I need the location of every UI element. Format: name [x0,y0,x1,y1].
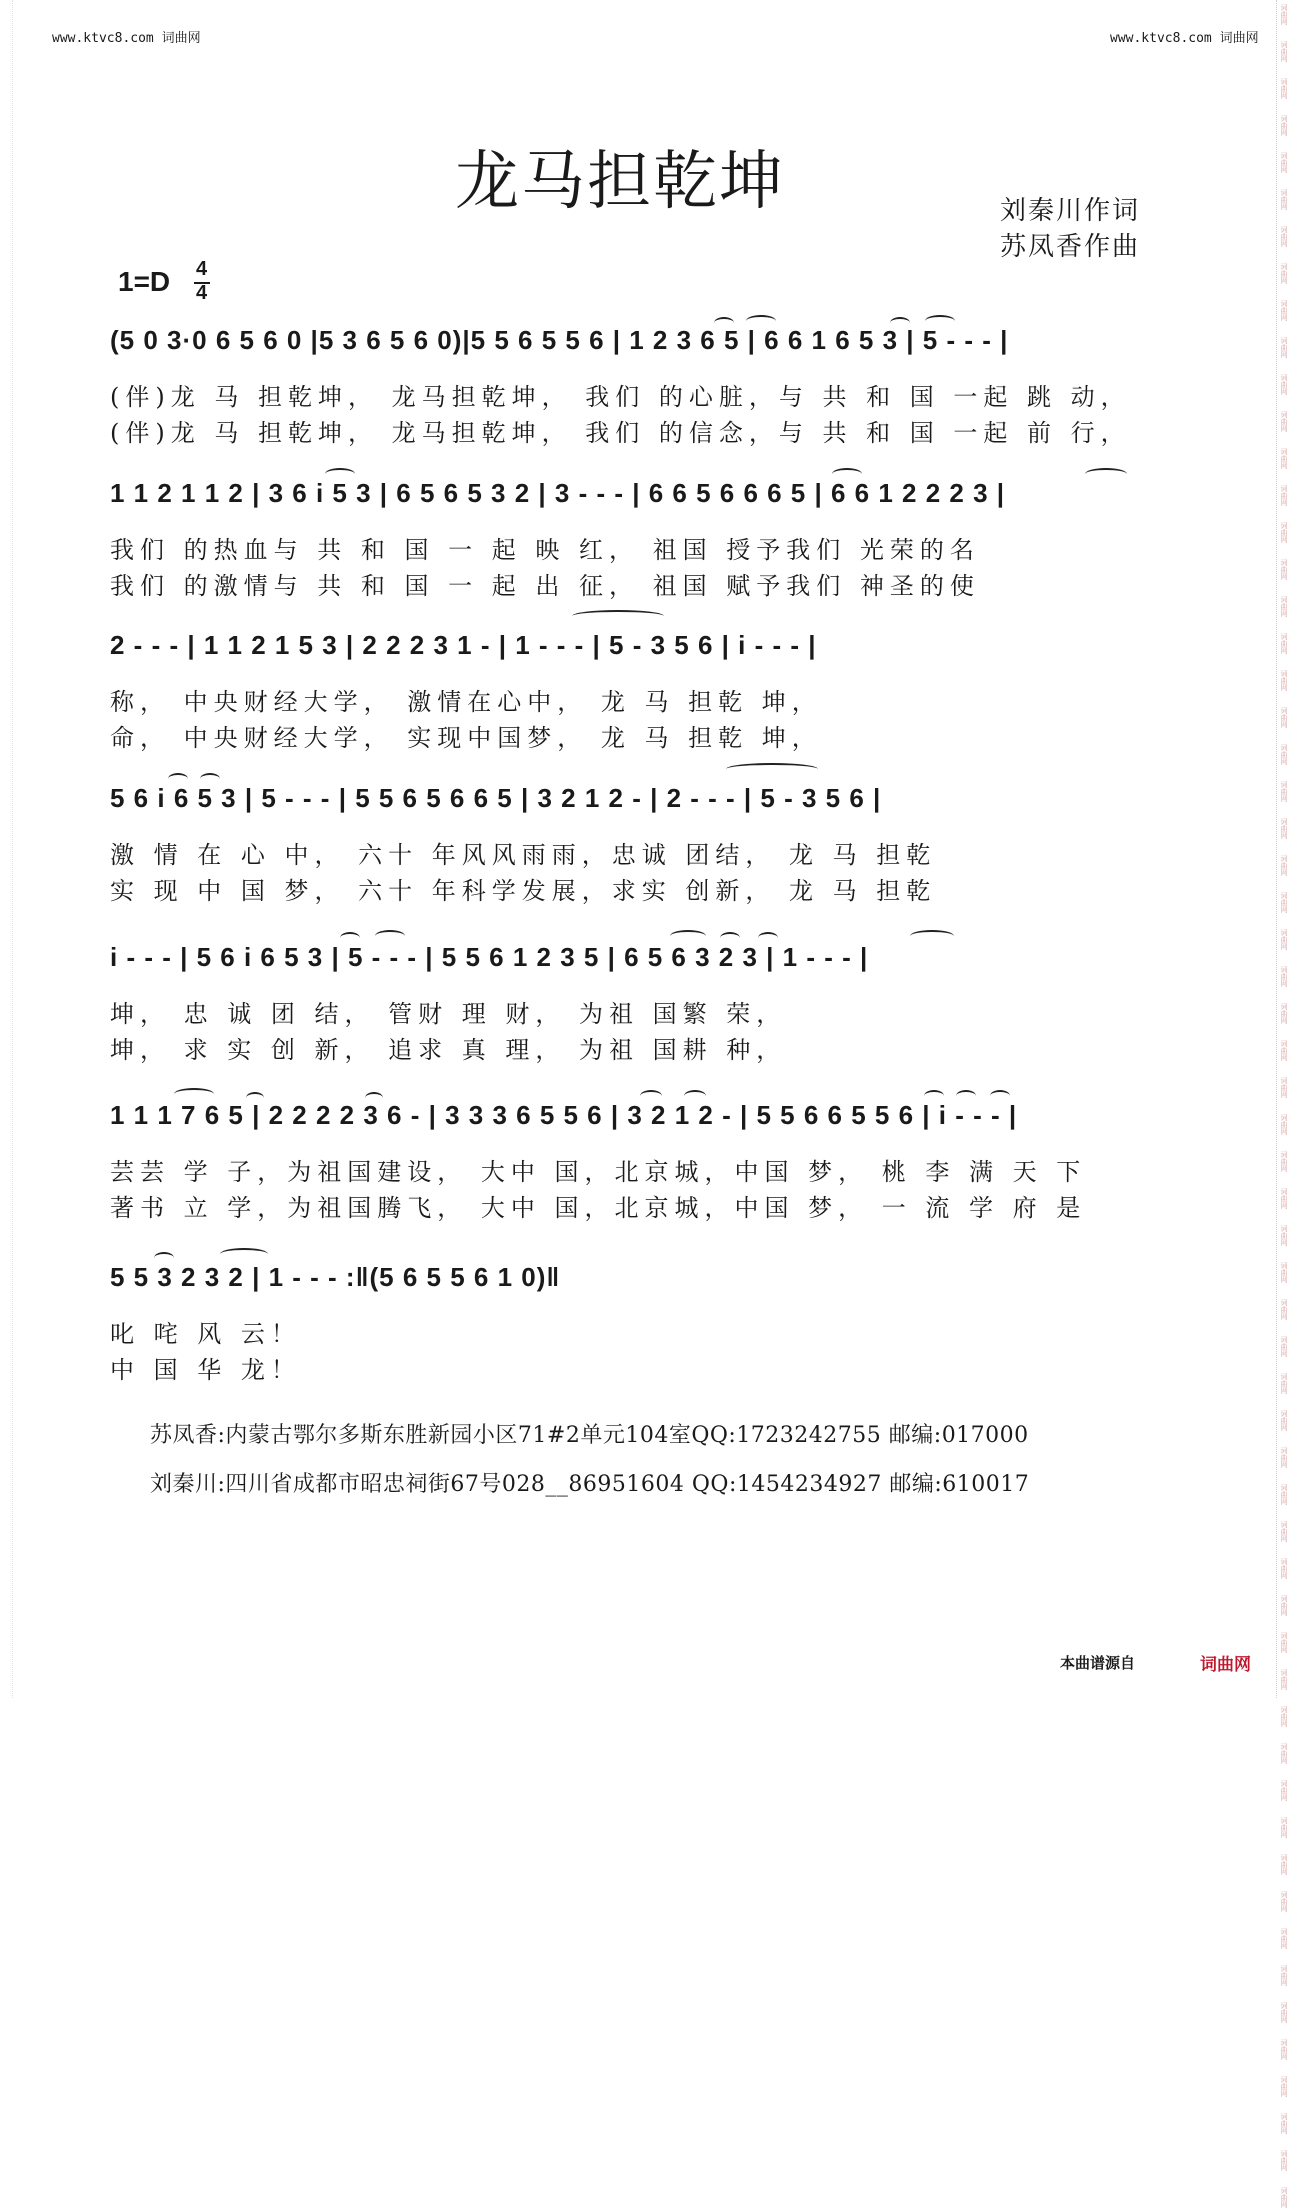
time-signature-bottom: 4 [196,282,208,304]
lyricist-credit: 刘秦川作词 [1000,196,1141,226]
slur-mark [925,315,955,327]
watermark-glyph: 词曲网 [1280,1928,1288,1949]
left-margin-rule [0,0,13,1698]
lyric-verse-2: 著书 立 学，为祖国腾飞， 大中 国，北京城，中国 梦， 一 流 学 府 是 [110,1194,1087,1222]
watermark-glyph: 词曲网 [1280,1854,1288,1875]
watermark-glyph: 词曲网 [1280,1114,1288,1135]
slur-mark [956,1090,976,1102]
watermark-glyph: 词曲网 [1280,189,1288,210]
slur-mark [910,930,954,942]
slur-mark [572,610,664,622]
watermark-glyph: 词曲网 [1280,1447,1288,1468]
watermark-glyph: 词曲网 [1280,818,1288,839]
notation-line: 5 6 i 6 5 3 | 5 - - - | 5 5 6 5 6 6 5 | 3 2 1 2 - | 2 - - - | 5 - 3 5 6 | [110,783,882,813]
watermark-glyph: 词曲网 [1280,1262,1288,1283]
watermark-glyph: 词曲网 [1280,1336,1288,1357]
watermark-glyph: 词曲网 [1280,2187,1288,2208]
watermark-glyph: 词曲网 [1280,670,1288,691]
watermark-glyph: 词曲网 [1280,152,1288,173]
watermark-glyph: 词曲网 [1280,263,1288,284]
watermark-glyph: 词曲网 [1280,2076,1288,2097]
watermark-glyph: 词曲网 [1280,2150,1288,2171]
right-margin-rule [1276,0,1278,1698]
notation-line: 1 1 2 1 1 2 | 3 6 i 5 3 | 6 5 6 5 3 2 | 3 - - - | 6 6 5 6 6 6 5 | 6 6 1 2 2 2 3 | [110,478,1006,508]
notation-line: 1 1 1 7 6 5 | 2 2 2 2 3 6 - | 3 3 3 6 5 5 6 | 3 2 1 2 - | 5 5 6 6 5 5 6 | i - - - | [110,1100,1018,1130]
side-watermark [1280,0,1294,2208]
slur-mark [375,930,405,942]
lyric-verse-2: 中 国 华 龙！ [110,1356,301,1384]
slur-mark [168,773,188,785]
watermark-glyph: 词曲网 [1280,1040,1288,1061]
song-title: 龙马担乾坤 [455,145,785,219]
watermark-glyph: 词曲网 [1280,2113,1288,2134]
header-site-right[interactable]: www.ktvc8.com 词曲网 [1110,31,1259,46]
watermark-glyph: 词曲网 [1280,115,1288,136]
slur-mark [640,1090,662,1102]
lyric-verse-2: 坤， 求 实 创 新， 追求 真 理， 为祖 国耕 种， [110,1036,787,1064]
notation-line: 2 - - - | 1 1 2 1 5 3 | 2 2 2 3 1 - | 1 - - - | 5 - 3 5 6 | i - - - | [110,630,817,660]
watermark-glyph: 词曲网 [1280,1225,1288,1246]
watermark-glyph: 词曲网 [1280,337,1288,358]
lyric-verse-1: 叱 咤 风 云！ [110,1320,301,1348]
watermark-glyph: 词曲网 [1280,1558,1288,1579]
watermark-glyph: 词曲网 [1280,1891,1288,1912]
watermark-glyph: 词曲网 [1280,1151,1288,1172]
watermark-glyph: 词曲网 [1280,226,1288,247]
watermark-glyph: 词曲网 [1280,1077,1288,1098]
lyric-verse-1: 芸芸 学 子，为祖国建设， 大中 国，北京城，中国 梦， 桃 李 满 天 下 [110,1158,1087,1186]
slur-mark [365,1092,383,1104]
slur-mark [246,1092,264,1104]
lyric-verse-2: 实 现 中 国 梦， 六十 年科学发展，求实 创新， 龙 马 担乾 [110,877,937,905]
watermark-glyph: 词曲网 [1280,374,1288,395]
notation-line: 5 5 3 2 3 2 | 1 - - - :‖(5 6 5 5 6 1 0)‖ [110,1262,561,1292]
watermark-glyph: 词曲网 [1280,707,1288,728]
slur-mark [174,1088,214,1100]
watermark-glyph: 词曲网 [1280,1299,1288,1320]
watermark-glyph: 词曲网 [1280,1706,1288,1727]
slur-mark [714,317,734,329]
key-signature: 1=D [118,266,171,297]
watermark-glyph: 词曲网 [1280,1817,1288,1838]
lyric-verse-2: (伴)龙 马 担乾坤， 龙马担乾坤， 我们 的信念，与 共 和 国 一起 前 行， [110,419,1131,447]
slur-mark [1085,468,1127,480]
watermark-glyph: 词曲网 [1280,855,1288,876]
lyric-verse-1: 我们 的热血与 共 和 国 一 起 映 红， 祖国 授予我们 光荣的名 [110,536,980,564]
notation-line: i - - - | 5 6 i 6 5 3 | 5 - - - | 5 5 6 1 2 3 5 | 6 5 6 3 2 3 | 1 - - - | [110,942,869,972]
watermark-glyph: 词曲网 [1280,929,1288,950]
watermark-glyph: 词曲网 [1280,781,1288,802]
lyric-verse-1: 坤， 忠 诚 团 结， 管财 理 财， 为祖 国繁 荣， [110,1000,787,1028]
lyric-verse-1: 称， 中央财经大学， 激情在心中， 龙 马 担乾 坤， [110,688,822,716]
watermark-glyph: 词曲网 [1280,1669,1288,1690]
slur-mark [154,1252,174,1264]
slur-mark [924,1090,944,1102]
slur-mark [200,773,220,785]
watermark-glyph: 词曲网 [1280,2039,1288,2060]
watermark-glyph: 词曲网 [1280,1521,1288,1542]
watermark-glyph: 词曲网 [1280,1595,1288,1616]
watermark-glyph: 词曲网 [1280,1743,1288,1764]
slur-mark [832,468,862,480]
watermark-glyph: 词曲网 [1280,411,1288,432]
composer-credit: 苏凤香作曲 [1000,232,1141,262]
watermark-glyph: 词曲网 [1280,1373,1288,1394]
watermark-glyph: 词曲网 [1280,300,1288,321]
watermark-glyph: 词曲网 [1280,41,1288,62]
source-site-link[interactable]: 词曲网 [1200,1655,1251,1675]
watermark-glyph: 词曲网 [1280,1410,1288,1431]
watermark-glyph: 词曲网 [1280,1632,1288,1653]
watermark-glyph: 词曲网 [1280,485,1288,506]
lyricist-contact: 刘秦川:四川省成都市昭忠祠街67号028__86951604 QQ:1454234927 邮编:610017 [150,1472,1030,1497]
watermark-glyph: 词曲网 [1280,559,1288,580]
slur-mark [726,763,818,775]
watermark-glyph: 词曲网 [1280,448,1288,469]
lyric-verse-2: 我们 的激情与 共 和 国 一 起 出 征， 祖国 赋予我们 神圣的使 [110,572,980,600]
composer-contact: 苏凤香:内蒙古鄂尔多斯东胜新园小区71#2单元104室QQ:1723242755 邮编:017000 [150,1423,1029,1448]
watermark-glyph: 词曲网 [1280,1484,1288,1505]
watermark-glyph: 词曲网 [1280,1188,1288,1209]
slur-mark [325,468,355,480]
watermark-glyph: 词曲网 [1280,744,1288,765]
lyric-verse-1: 激 情 在 心 中， 六十 年风风雨雨，忠诚 团结， 龙 马 担乾 [110,841,937,869]
slur-mark [340,932,360,944]
slur-mark [758,932,778,944]
watermark-glyph: 词曲网 [1280,4,1288,25]
lyric-verse-2: 命， 中央财经大学， 实现中国梦， 龙 马 担乾 坤， [110,724,822,752]
watermark-glyph: 词曲网 [1280,78,1288,99]
notation-line: (5 0 3·0 6 5 6 0 |5 3 6 5 6 0)|5 5 6 5 5 6 | 1 2 3 6 5 | 6 6 1 6 5 3 | 5 - - - | [110,325,1009,355]
time-signature-top: 4 [196,258,208,280]
lyric-verse-1: (伴)龙 马 担乾坤， 龙马担乾坤， 我们 的心脏，与 共 和 国 一起 跳 动， [110,383,1131,411]
slur-mark [684,1090,706,1102]
watermark-glyph: 词曲网 [1280,1965,1288,1986]
watermark-glyph: 词曲网 [1280,596,1288,617]
watermark-glyph: 词曲网 [1280,2002,1288,2023]
watermark-glyph: 词曲网 [1280,892,1288,913]
watermark-glyph: 词曲网 [1280,633,1288,654]
watermark-glyph: 词曲网 [1280,522,1288,543]
slur-mark [670,930,706,942]
header-site-left[interactable]: www.ktvc8.com 词曲网 [52,31,201,46]
slur-mark [720,932,740,944]
watermark-glyph: 词曲网 [1280,1780,1288,1801]
slur-mark [746,315,776,327]
source-label: 本曲谱源自 [1060,1654,1136,1672]
watermark-glyph: 词曲网 [1280,966,1288,987]
watermark-glyph: 词曲网 [1280,1003,1288,1024]
slur-mark [890,317,910,329]
slur-mark [990,1090,1010,1102]
slur-mark [220,1248,268,1260]
